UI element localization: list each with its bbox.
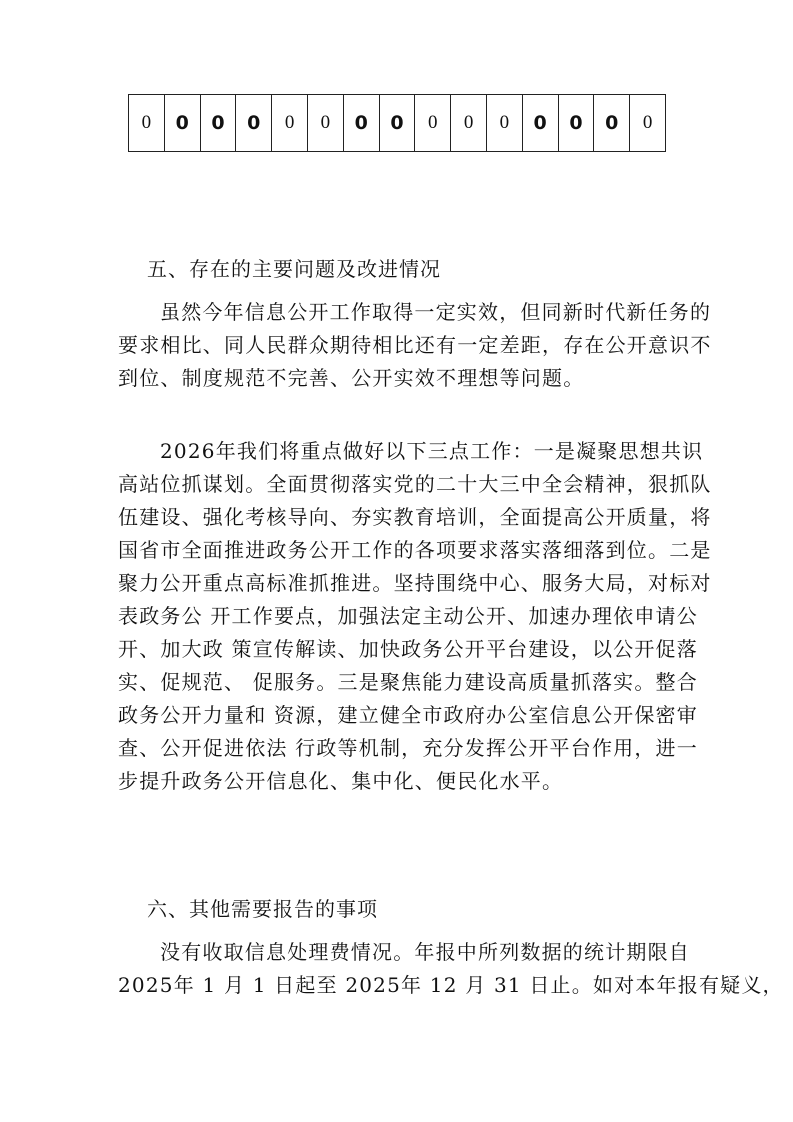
text-line: 伍建设、强化考核导向、夯实教育培训，全面提高公开质量，将: [118, 505, 712, 529]
section-5-paragraph-1: [118, 296, 712, 395]
table-cell: 0: [200, 95, 236, 152]
text-line: 开、加大政 策宣传解读、加快政务公开平台建设，以公开促落: [118, 637, 698, 661]
table-cell: 0: [522, 95, 558, 152]
text-line: 要求相比、同人民群众期待相比还有一定差距，存在公开意识不: [118, 333, 712, 357]
text-line: 国省市全面推进政务公开工作的各项要求落实落细落到位。二是: [118, 538, 712, 562]
text-line: 2026年我们将重点做好以下三点工作：一是凝聚思想共识: [160, 439, 704, 463]
table-cell: 0: [486, 95, 522, 152]
section-5-paragraph-2: [118, 435, 712, 798]
section-6-heading: 六、其他需要报告的事项: [147, 897, 378, 921]
text-line: 表政务公 开工作要点，加强法定主动公开、加速办理依申请公: [118, 604, 698, 628]
text-line: 步提升政务公开信息化、集中化、便民化水平。: [118, 769, 564, 793]
text-line: 高站位抓谋划。全面贯彻落实党的二十大三中全会精神，狠抓队: [118, 472, 712, 496]
table-cell: 0: [307, 95, 343, 152]
section-5-heading: 五、存在的主要问题及改进情况: [147, 257, 441, 281]
text-line: 政务公开力量和 资源，建立健全市政府办公室信息公开保密审: [118, 703, 698, 727]
text-line: 查、公开促进依法 行政等机制，充分发挥公开平台作用，进一: [118, 736, 698, 760]
table-cell: 0: [129, 95, 165, 152]
table-cell: 0: [558, 95, 594, 152]
table-cell: 0: [451, 95, 487, 152]
table-cell: 0: [164, 95, 200, 152]
section-6-paragraph: [118, 936, 784, 1002]
text-line: 没有收取信息处理费情况。年报中所列数据的统计期限自: [160, 940, 690, 964]
table-cell: 0: [379, 95, 415, 152]
table-cell: 0: [343, 95, 379, 152]
text-line: 实、促规范、 促服务。三是聚焦能力建设高质量抓落实。整合: [118, 670, 698, 694]
statistics-table-row: [128, 94, 666, 152]
table-cell: 0: [630, 95, 666, 152]
table-cell: 0: [236, 95, 272, 152]
text-line: 虽然今年信息公开工作取得一定实效，但同新时代新任务的: [160, 300, 712, 324]
text-line: 2025年 1 月 1 日起至 2025年 12 月 31 日止。如对本年报有疑义，: [118, 973, 784, 997]
text-line: 到位、制度规范不完善、公开实效不理想等问题。: [118, 366, 585, 390]
text-line: 聚力公开重点高标准抓推进。坚持围绕中心、服务大局，对标对: [118, 571, 712, 595]
table-cell: 0: [272, 95, 308, 152]
table-row: [129, 95, 666, 152]
table-cell: 0: [415, 95, 451, 152]
table-cell: 0: [594, 95, 630, 152]
